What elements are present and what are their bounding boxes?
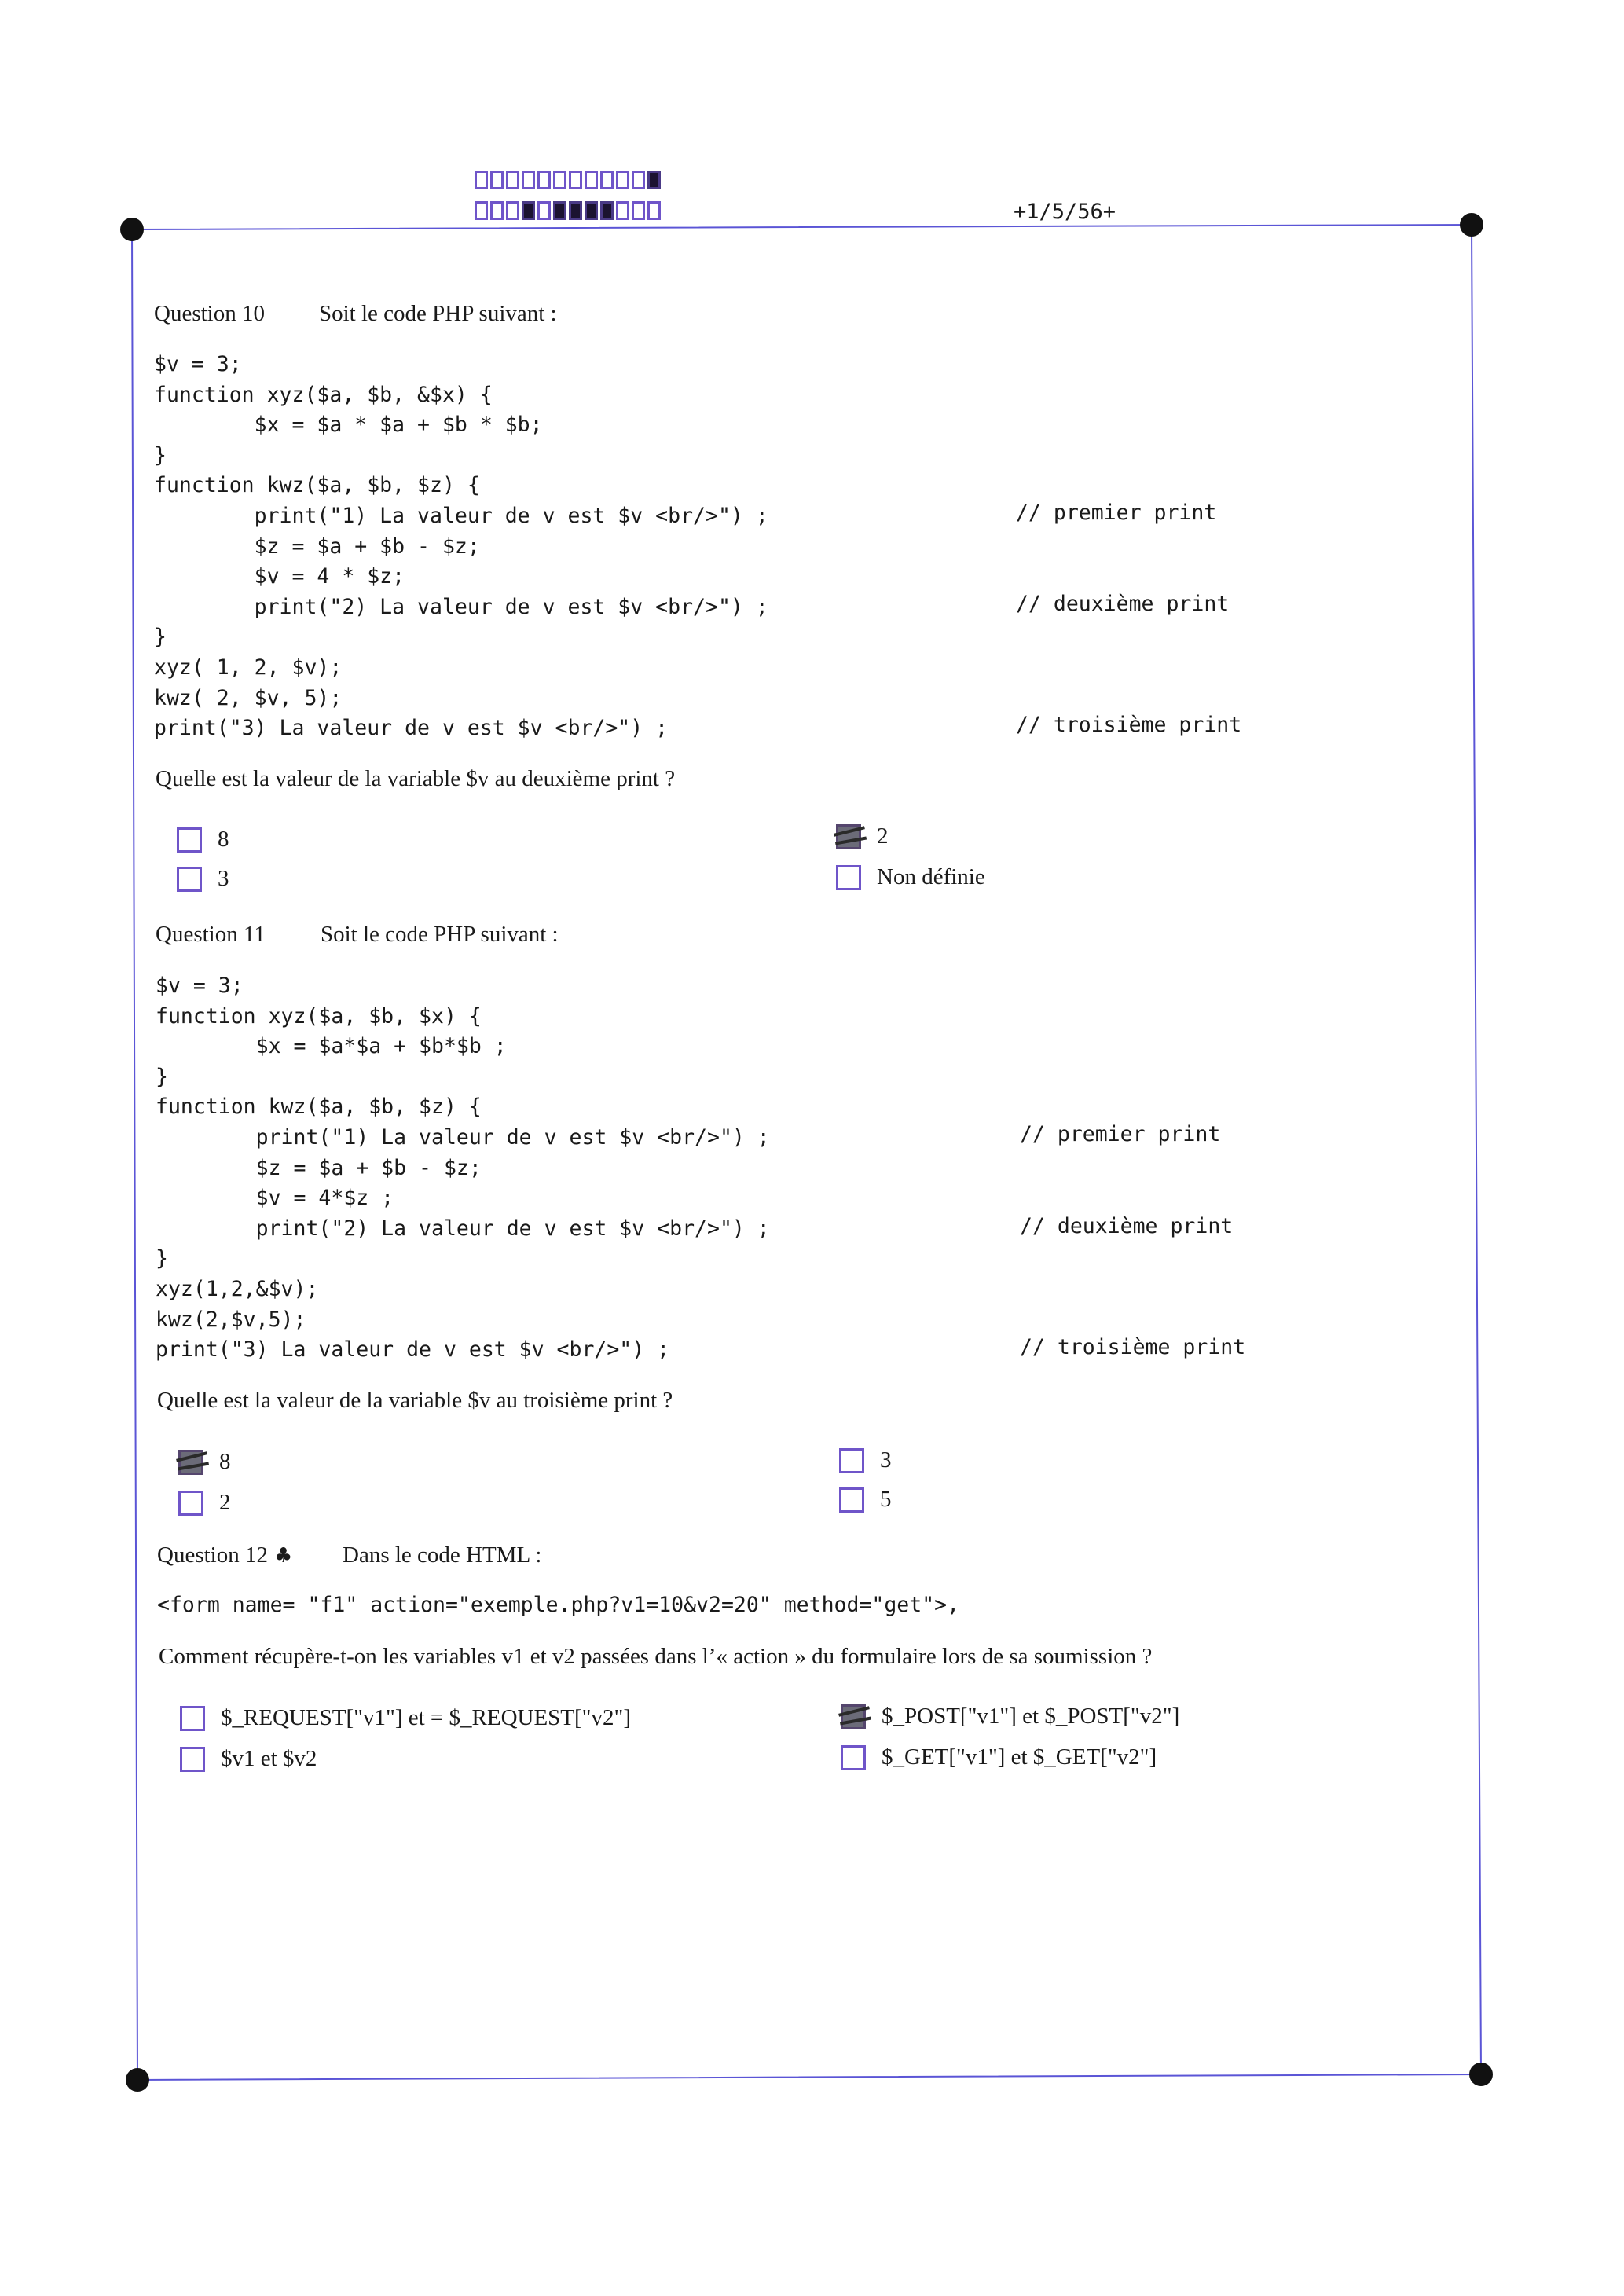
question-number: Question 11 [156, 922, 266, 947]
barcode-cell-filled [600, 201, 614, 220]
option-label: Non définie [877, 864, 985, 889]
q10-option-8[interactable] [177, 827, 229, 853]
barcode-cell-empty [616, 201, 629, 220]
barcode-cell-empty [553, 171, 566, 189]
q12-option-get[interactable] [841, 1744, 1157, 1770]
q12-option-request[interactable] [180, 1705, 631, 1731]
question-11-prompt: Quelle est la valeur de la variable $v au troisième print ? [157, 1388, 673, 1413]
question-number: Question 12 [157, 1542, 268, 1568]
comment-troisieme-print: // troisième print [1020, 1335, 1246, 1359]
q10-option-3[interactable] [177, 866, 229, 892]
q12-option-post[interactable] [841, 1704, 1179, 1729]
question-12-title [157, 1542, 542, 1568]
barcode-cell-filled [647, 171, 661, 189]
q10-checkbox-2-checked[interactable] [836, 824, 861, 849]
q11-option-2[interactable] [178, 1490, 231, 1516]
barcode-cell-empty [490, 171, 504, 189]
registration-mark-top-right [1460, 213, 1483, 237]
option-label: 2 [219, 1490, 231, 1515]
option-label: $_POST["v1"] et $_POST["v2"] [882, 1704, 1180, 1729]
option-label: 2 [877, 823, 889, 849]
registration-mark-bottom-right [1469, 2063, 1493, 2086]
question-10-title [154, 301, 557, 327]
q10-option-non-definie[interactable] [836, 864, 985, 890]
comment-deuxieme-print: // deuxième print [1020, 1214, 1234, 1238]
barcode-cell-empty [490, 201, 504, 220]
comment-premier-print: // premier print [1016, 501, 1217, 525]
question-11-code: $v = 3; function xyz($a, $b, $x) { $x = $a*$a + $b*$b ; } function kwz($a, $b, $z) { print("1) La valeur de v est $v <br/>") ; $z = $a + $b - $z; $v = 4*$z ; print("2) La valeur de v est $v <br/>") ; } xyz(1,2,&$v); kwz(2,$v,5); print("3) La valeur de v est $v <br/>") ; [156, 974, 770, 1363]
question-10-code: $v = 3; function xyz($a, $b, &$x) { $x = $a * $a + $b * $b; } function kwz($a, $b, $z) { print("1) La valeur de v est $v <br/>") ; $z = $a + $b - $z; $v = 4 * $z; print("2) La valeur de v est $v <br/>") ; } xyz( 1, 2, $v); kwz( 2, $v, 5); print("3) La valeur de v est $v <br/>") ; [154, 352, 768, 741]
question-12-prompt: Comment récupère-t-on les variables v1 et v2 passées dans l’« action » du formulaire lors de sa soumission ? [159, 1644, 1153, 1669]
question-intro: Soit le code PHP suivant : [321, 922, 559, 947]
question-intro: Soit le code PHP suivant : [319, 301, 557, 326]
option-label: $v1 et $v2 [221, 1746, 317, 1771]
comment-troisieme-print: // troisième print [1016, 713, 1242, 737]
q10-checkbox-3[interactable] [177, 867, 202, 892]
q11-checkbox-2[interactable] [178, 1491, 203, 1516]
barcode-cell-filled [569, 201, 582, 220]
barcode-cell-empty [506, 171, 519, 189]
barcode-cell-filled [553, 201, 566, 220]
question-12-code: <form name= "f1" action="exemple.php?v1=10&v2=20" method="get">, [157, 1593, 960, 1617]
barcode-row-1 [475, 171, 663, 189]
copy-id: +1/5/56+ [1014, 200, 1116, 224]
option-label: 3 [218, 866, 229, 891]
q11-option-3[interactable] [839, 1447, 892, 1473]
option-label: 3 [880, 1447, 892, 1473]
barcode-cell-filled [522, 201, 535, 220]
question-11-title [156, 922, 559, 948]
q11-option-8[interactable] [178, 1449, 231, 1475]
question-intro: Dans le code HTML : [343, 1542, 542, 1568]
q11-checkbox-3[interactable] [839, 1448, 864, 1473]
q12-checkbox-get[interactable] [841, 1745, 866, 1770]
barcode-cell-empty [647, 201, 661, 220]
q10-option-2[interactable] [836, 823, 889, 849]
barcode-cell-empty [616, 171, 629, 189]
option-label: 8 [218, 827, 229, 852]
q12-checkbox-vars[interactable] [180, 1747, 205, 1772]
comment-deuxieme-print: // deuxième print [1016, 592, 1230, 616]
barcode-cell-empty [600, 171, 614, 189]
barcode-cell-empty [632, 171, 645, 189]
barcode-cell-empty [632, 201, 645, 220]
option-label: 5 [880, 1487, 892, 1512]
q11-option-5[interactable] [839, 1487, 892, 1513]
registration-mark-top-left [120, 218, 144, 241]
q10-checkbox-non-definie[interactable] [836, 865, 861, 890]
question-number: Question 10 [154, 301, 265, 326]
barcode-cell-filled [585, 201, 598, 220]
barcode-row-2 [475, 201, 663, 220]
option-label: 8 [219, 1449, 231, 1474]
barcode-cell-empty [506, 201, 519, 220]
registration-mark-bottom-left [126, 2068, 149, 2092]
barcode-cell-empty [522, 171, 535, 189]
option-label: $_GET["v1"] et $_GET["v2"] [882, 1744, 1157, 1770]
club-icon: ♣ [273, 1544, 293, 1568]
barcode-cell-empty [475, 171, 488, 189]
comment-premier-print: // premier print [1020, 1122, 1221, 1146]
barcode-cell-empty [537, 171, 551, 189]
q11-checkbox-8-checked[interactable] [178, 1450, 203, 1475]
barcode-cell-empty [475, 201, 488, 220]
q12-option-vars[interactable] [180, 1746, 317, 1772]
option-label: $_REQUEST["v1"] et = $_REQUEST["v2"] [221, 1705, 632, 1730]
q10-checkbox-8[interactable] [177, 827, 202, 853]
question-10-prompt: Quelle est la valeur de la variable $v au deuxième print ? [156, 766, 676, 791]
barcode-cell-empty [585, 171, 598, 189]
barcode-cell-empty [569, 171, 582, 189]
q11-checkbox-5[interactable] [839, 1487, 864, 1513]
q12-checkbox-request[interactable] [180, 1706, 205, 1731]
q12-checkbox-post-checked[interactable] [841, 1704, 866, 1729]
barcode-cell-empty [537, 201, 551, 220]
